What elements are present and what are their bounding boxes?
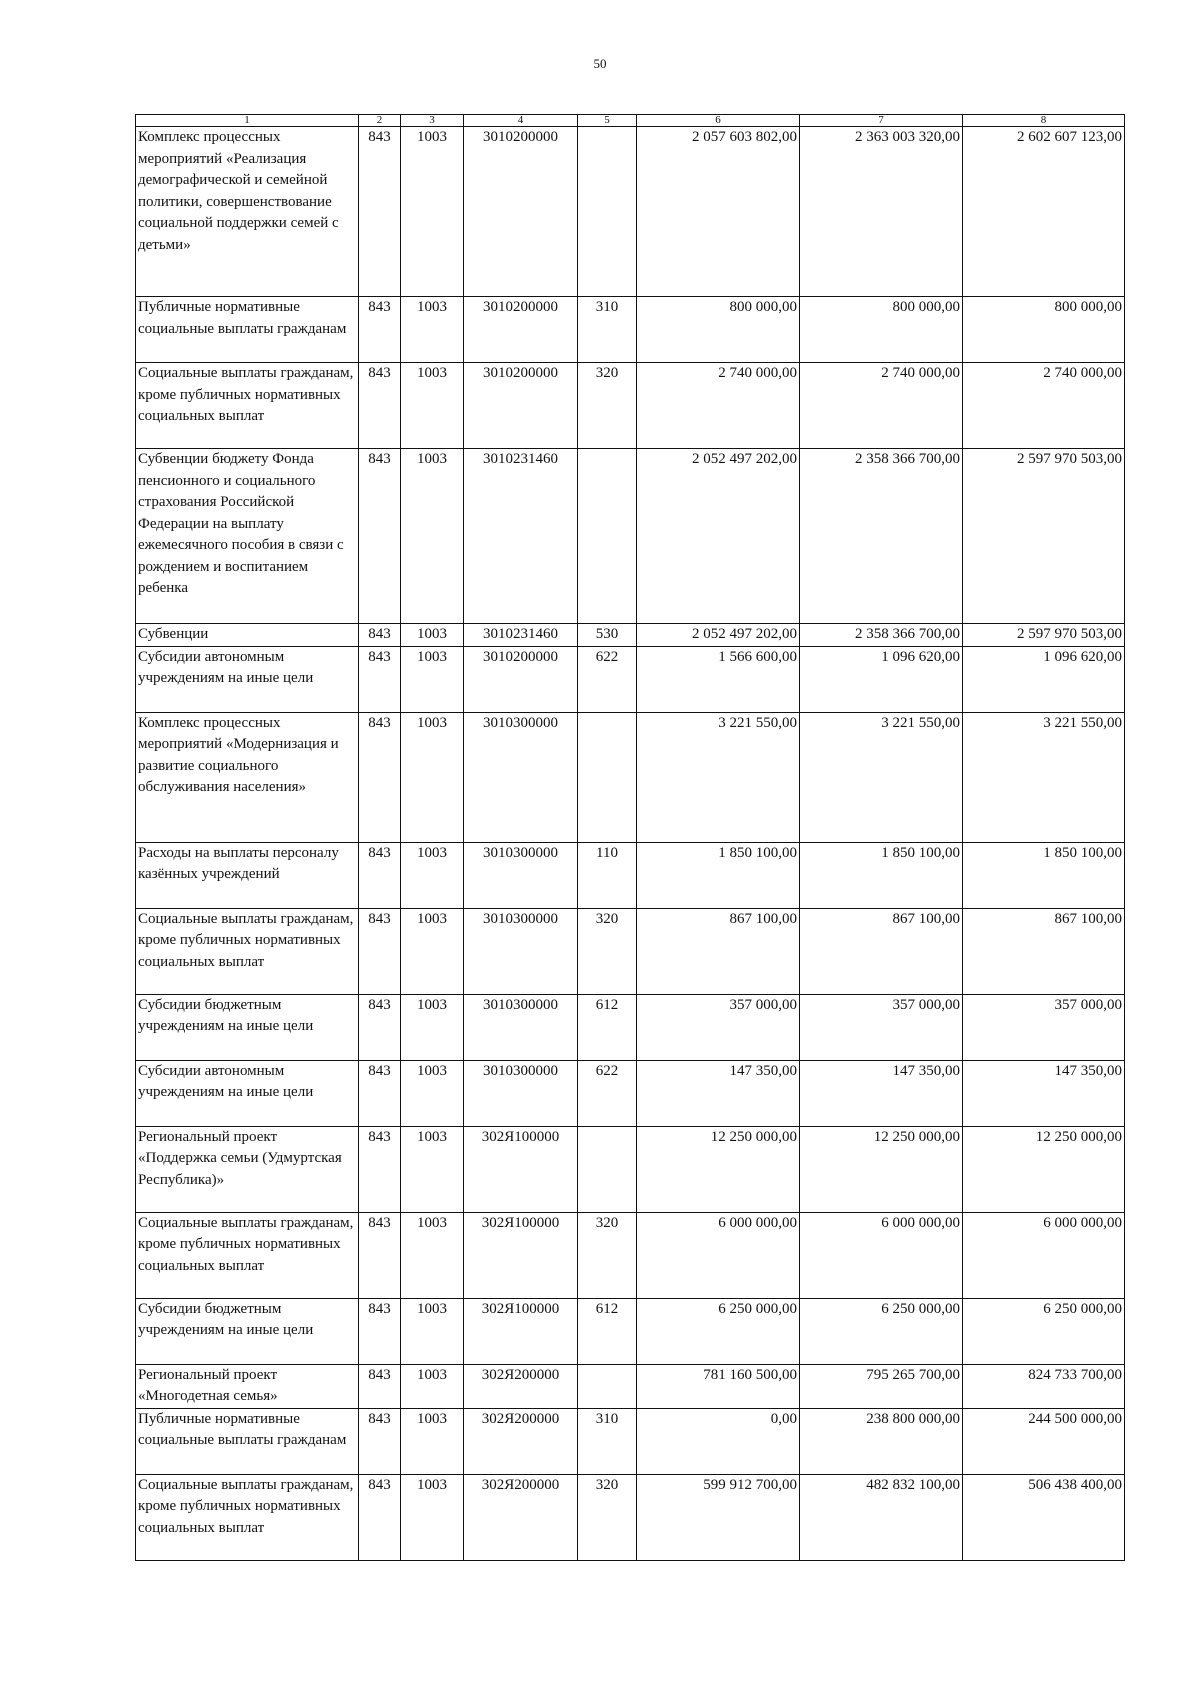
amount-col6: 0,00: [637, 1408, 800, 1474]
amount-col7: 238 800 000,00: [800, 1408, 963, 1474]
admin-code: 843: [359, 646, 401, 712]
amount-col8: 12 250 000,00: [963, 1126, 1125, 1212]
item-name: Субсидии бюджетным учреждениям на иные цели: [136, 1298, 359, 1364]
amount-col7: 867 100,00: [800, 908, 963, 994]
expense-type-code: [578, 1364, 637, 1408]
target-article-code: 3010300000: [464, 908, 578, 994]
section-code: 1003: [401, 1298, 464, 1364]
section-code: 1003: [401, 127, 464, 297]
item-name: Социальные выплаты гражданам, кроме публичных нормативных социальных выплат: [136, 1474, 359, 1560]
amount-col8: 6 000 000,00: [963, 1212, 1125, 1298]
table-row: [136, 712, 1125, 842]
table-row: [136, 994, 1125, 1060]
item-name: Социальные выплаты гражданам, кроме публичных нормативных социальных выплат: [136, 1212, 359, 1298]
target-article-code: 302Я200000: [464, 1408, 578, 1474]
admin-code: 843: [359, 908, 401, 994]
section-code: 1003: [401, 1474, 464, 1560]
amount-col6: 867 100,00: [637, 908, 800, 994]
column-number: 3: [401, 115, 464, 127]
amount-col7: 357 000,00: [800, 994, 963, 1060]
amount-col6: 2 740 000,00: [637, 363, 800, 449]
amount-col8: 3 221 550,00: [963, 712, 1125, 842]
item-name: Региональный проект «Поддержка семьи (Удмуртская Республика)»: [136, 1126, 359, 1212]
amount-col6: 781 160 500,00: [637, 1364, 800, 1408]
amount-col8: 506 438 400,00: [963, 1474, 1125, 1560]
section-code: 1003: [401, 908, 464, 994]
target-article-code: 3010200000: [464, 297, 578, 363]
expense-type-code: [578, 127, 637, 297]
amount-col6: 2 052 497 202,00: [637, 449, 800, 624]
target-article-code: 302Я100000: [464, 1126, 578, 1212]
section-code: 1003: [401, 842, 464, 908]
admin-code: 843: [359, 1364, 401, 1408]
table-row: [136, 363, 1125, 449]
item-name: Субвенции бюджету Фонда пенсионного и социального страхования Российской Федерации на выплату ежемесячного пособия в связи с рождением и воспитанием ребенка: [136, 449, 359, 624]
section-code: 1003: [401, 1126, 464, 1212]
amount-col7: 3 221 550,00: [800, 712, 963, 842]
section-code: 1003: [401, 297, 464, 363]
amount-col7: 2 358 366 700,00: [800, 624, 963, 647]
section-code: 1003: [401, 1212, 464, 1298]
section-code: 1003: [401, 646, 464, 712]
admin-code: 843: [359, 1212, 401, 1298]
amount-col6: 599 912 700,00: [637, 1474, 800, 1560]
amount-col6: 2 052 497 202,00: [637, 624, 800, 647]
item-name: Субсидии бюджетным учреждениям на иные цели: [136, 994, 359, 1060]
item-name: Расходы на выплаты персоналу казённых учреждений: [136, 842, 359, 908]
column-number: 6: [637, 115, 800, 127]
amount-col8: 2 597 970 503,00: [963, 449, 1125, 624]
amount-col6: 1 850 100,00: [637, 842, 800, 908]
section-code: 1003: [401, 1060, 464, 1126]
table-row: [136, 1474, 1125, 1560]
amount-col8: 6 250 000,00: [963, 1298, 1125, 1364]
amount-col8: 147 350,00: [963, 1060, 1125, 1126]
admin-code: 843: [359, 1408, 401, 1474]
item-name: Субсидии автономным учреждениям на иные цели: [136, 646, 359, 712]
amount-col8: 1 096 620,00: [963, 646, 1125, 712]
section-code: 1003: [401, 1408, 464, 1474]
expense-type-code: 622: [578, 646, 637, 712]
item-name: Публичные нормативные социальные выплаты гражданам: [136, 297, 359, 363]
amount-col8: 244 500 000,00: [963, 1408, 1125, 1474]
admin-code: 843: [359, 297, 401, 363]
table-row: [136, 1364, 1125, 1408]
target-article-code: 302Я200000: [464, 1364, 578, 1408]
expense-type-code: 320: [578, 1212, 637, 1298]
expense-type-code: 320: [578, 1474, 637, 1560]
item-name: Комплекс процессных мероприятий «Реализация демографической и семейной политики, совершенствование социальной поддержки семей с детьми»: [136, 127, 359, 297]
amount-col8: 2 597 970 503,00: [963, 624, 1125, 647]
target-article-code: 302Я100000: [464, 1212, 578, 1298]
amount-col6: 3 221 550,00: [637, 712, 800, 842]
item-name: Субвенции: [136, 624, 359, 647]
expense-type-code: 310: [578, 297, 637, 363]
table-row: [136, 908, 1125, 994]
table-row: [136, 1212, 1125, 1298]
expense-type-code: [578, 712, 637, 842]
table-row: [136, 449, 1125, 624]
amount-col6: 6 250 000,00: [637, 1298, 800, 1364]
amount-col6: 800 000,00: [637, 297, 800, 363]
amount-col6: 2 057 603 802,00: [637, 127, 800, 297]
admin-code: 843: [359, 1126, 401, 1212]
expense-type-code: 622: [578, 1060, 637, 1126]
amount-col6: 1 566 600,00: [637, 646, 800, 712]
amount-col7: 1 850 100,00: [800, 842, 963, 908]
admin-code: 843: [359, 1060, 401, 1126]
amount-col7: 1 096 620,00: [800, 646, 963, 712]
expense-type-code: 612: [578, 994, 637, 1060]
amount-col6: 6 000 000,00: [637, 1212, 800, 1298]
target-article-code: 3010231460: [464, 449, 578, 624]
table-row: [136, 297, 1125, 363]
section-code: 1003: [401, 624, 464, 647]
expense-type-code: 530: [578, 624, 637, 647]
amount-col7: 12 250 000,00: [800, 1126, 963, 1212]
expense-type-code: 612: [578, 1298, 637, 1364]
expense-type-code: 320: [578, 908, 637, 994]
admin-code: 843: [359, 624, 401, 647]
budget-table: [135, 114, 1125, 1561]
section-code: 1003: [401, 363, 464, 449]
amount-col8: 2 740 000,00: [963, 363, 1125, 449]
target-article-code: 3010200000: [464, 646, 578, 712]
target-article-code: 302Я100000: [464, 1298, 578, 1364]
target-article-code: 3010200000: [464, 363, 578, 449]
admin-code: 843: [359, 994, 401, 1060]
table-row: [136, 646, 1125, 712]
table-row: [136, 1126, 1125, 1212]
item-name: Субсидии автономным учреждениям на иные цели: [136, 1060, 359, 1126]
target-article-code: 3010300000: [464, 842, 578, 908]
expense-type-code: 320: [578, 363, 637, 449]
expense-type-code: [578, 1126, 637, 1212]
amount-col8: 357 000,00: [963, 994, 1125, 1060]
amount-col7: 2 740 000,00: [800, 363, 963, 449]
amount-col7: 6 250 000,00: [800, 1298, 963, 1364]
page-number: 50: [593, 56, 607, 71]
expense-type-code: 310: [578, 1408, 637, 1474]
column-number: 4: [464, 115, 578, 127]
column-number: 7: [800, 115, 963, 127]
amount-col7: 147 350,00: [800, 1060, 963, 1126]
amount-col7: 795 265 700,00: [800, 1364, 963, 1408]
expense-type-code: [578, 449, 637, 624]
amount-col7: 2 358 366 700,00: [800, 449, 963, 624]
amount-col8: 824 733 700,00: [963, 1364, 1125, 1408]
item-name: Региональный проект «Многодетная семья»: [136, 1364, 359, 1408]
table-row: [136, 127, 1125, 297]
item-name: Социальные выплаты гражданам, кроме публичных нормативных социальных выплат: [136, 363, 359, 449]
table-row: [136, 842, 1125, 908]
column-number: 5: [578, 115, 637, 127]
amount-col7: 6 000 000,00: [800, 1212, 963, 1298]
amount-col7: 482 832 100,00: [800, 1474, 963, 1560]
amount-col7: 800 000,00: [800, 297, 963, 363]
target-article-code: 3010300000: [464, 994, 578, 1060]
amount-col8: 867 100,00: [963, 908, 1125, 994]
column-number-row: [136, 115, 1125, 127]
section-code: 1003: [401, 994, 464, 1060]
table-row: [136, 1298, 1125, 1364]
item-name: Публичные нормативные социальные выплаты гражданам: [136, 1408, 359, 1474]
column-number: 1: [136, 115, 359, 127]
column-number: 8: [963, 115, 1125, 127]
admin-code: 843: [359, 127, 401, 297]
section-code: 1003: [401, 712, 464, 842]
expense-type-code: 110: [578, 842, 637, 908]
admin-code: 843: [359, 1474, 401, 1560]
admin-code: 843: [359, 712, 401, 842]
item-name: Социальные выплаты гражданам, кроме публичных нормативных социальных выплат: [136, 908, 359, 994]
admin-code: 843: [359, 842, 401, 908]
amount-col8: 2 602 607 123,00: [963, 127, 1125, 297]
table-row: [136, 624, 1125, 647]
table-row: [136, 1408, 1125, 1474]
target-article-code: 302Я200000: [464, 1474, 578, 1560]
amount-col7: 2 363 003 320,00: [800, 127, 963, 297]
amount-col8: 1 850 100,00: [963, 842, 1125, 908]
target-article-code: 3010200000: [464, 127, 578, 297]
section-code: 1003: [401, 1364, 464, 1408]
target-article-code: 3010231460: [464, 624, 578, 647]
target-article-code: 3010300000: [464, 1060, 578, 1126]
section-code: 1003: [401, 449, 464, 624]
column-number: 2: [359, 115, 401, 127]
amount-col6: 12 250 000,00: [637, 1126, 800, 1212]
amount-col6: 147 350,00: [637, 1060, 800, 1126]
admin-code: 843: [359, 449, 401, 624]
admin-code: 843: [359, 363, 401, 449]
admin-code: 843: [359, 1298, 401, 1364]
amount-col6: 357 000,00: [637, 994, 800, 1060]
table-row: [136, 1060, 1125, 1126]
item-name: Комплекс процессных мероприятий «Модернизация и развитие социального обслуживания населения»: [136, 712, 359, 842]
amount-col8: 800 000,00: [963, 297, 1125, 363]
target-article-code: 3010300000: [464, 712, 578, 842]
